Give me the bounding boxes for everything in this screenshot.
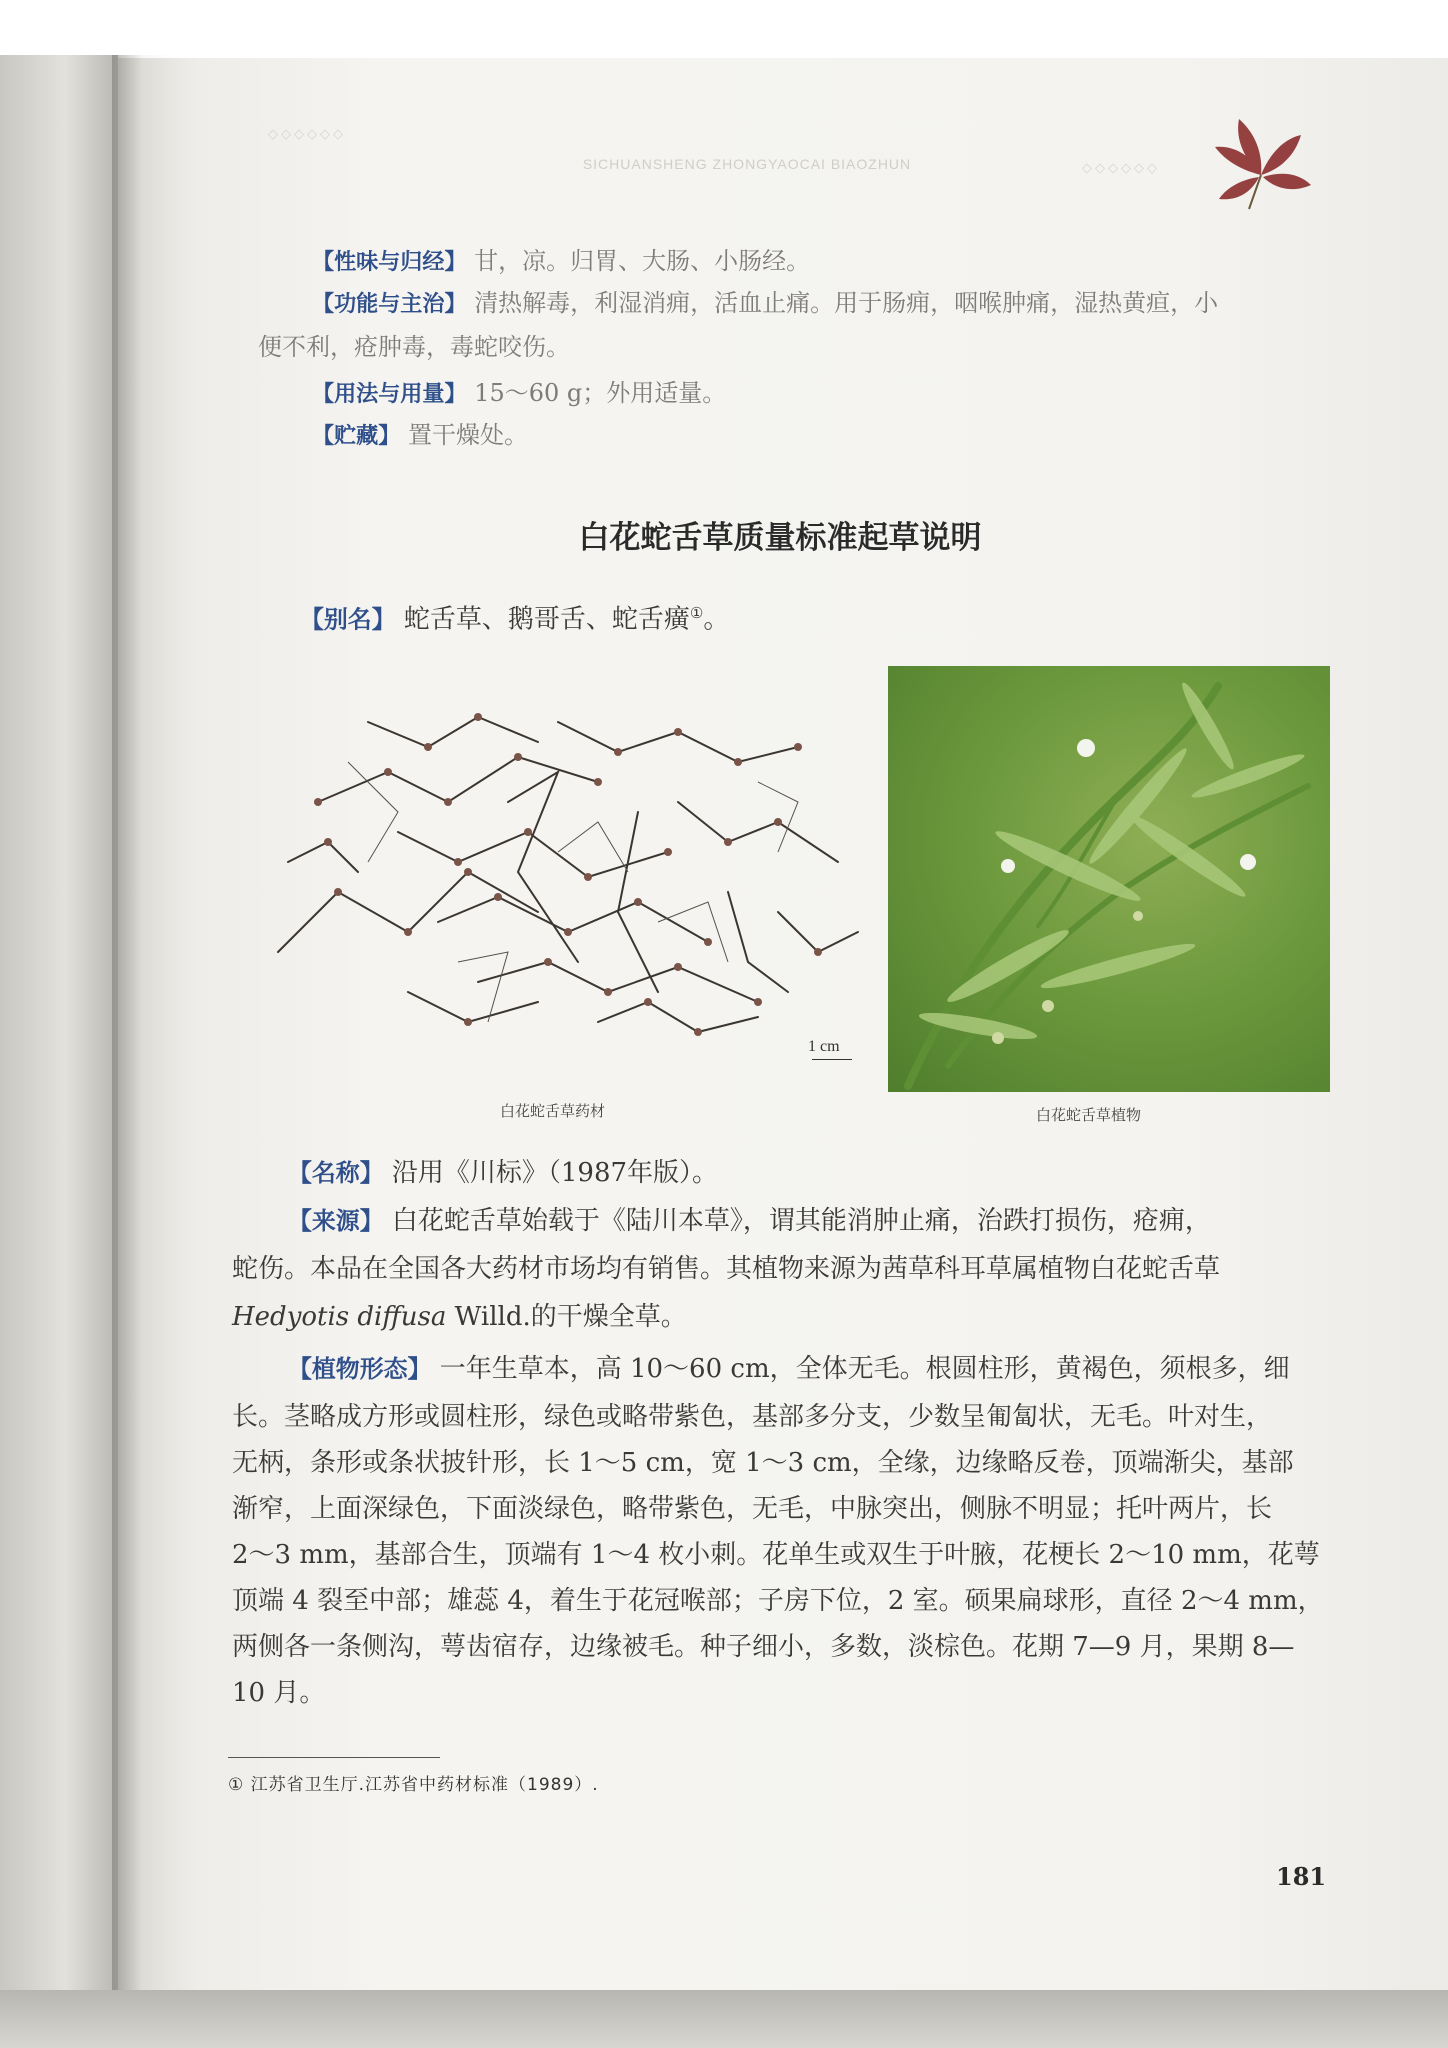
plant-illustration	[888, 666, 1330, 1092]
zhiwu-text-line: 无柄，条形或条状披针形，长 1～5 cm，宽 1～3 cm，全缘，边缘略反卷，顶端渐尖，基部	[232, 1448, 1294, 1478]
yongfa-text: 15～60 g；外用适量。	[474, 379, 727, 407]
footnote-rule	[228, 1757, 440, 1758]
footnote: ① 江苏省卫生厅.江苏省中药材标准（1989）.	[228, 1775, 599, 1795]
laiyuan-text-2: 蛇伤。本品在全国各大药材市场均有销售。其植物来源为茜草科耳草属植物白花蛇舌草	[232, 1254, 1221, 1284]
zhucang-line	[312, 412, 1312, 460]
zhiwu-line-6	[232, 1578, 1332, 1624]
facing-page-edge	[0, 55, 118, 2015]
header-ornament-left: ◇◇◇◇◇◇	[268, 126, 346, 141]
xingwei-label: 【性味与归经】	[312, 250, 467, 275]
bottom-shadow	[0, 1990, 1448, 2048]
gongneng-label: 【功能与主治】	[312, 292, 467, 317]
alias-footnote-mark: ①	[689, 604, 704, 622]
gongneng-text-1: 清热解毒，利湿消痈，活血止痛。用于肠痈，咽喉肿痛，湿热黄疸，小	[474, 289, 1219, 317]
zhiwu-label: 【植物形态】	[288, 1355, 432, 1383]
zhiwu-text-line: 渐窄，上面深绿色，下面淡绿色，略带紫色，无毛，中脉突出，侧脉不明显；托叶两片，长	[232, 1494, 1273, 1524]
alias-text: 蛇舌草、鹅哥舌、蛇舌癀	[403, 604, 690, 635]
zhiwu-line-1	[288, 1346, 1333, 1392]
left-figure-caption: 白花蛇舌草药材	[500, 1102, 606, 1120]
zhiwu-text-line: 10 月。	[232, 1678, 326, 1708]
gongneng-line-1	[312, 280, 1322, 328]
header-ornament-right: ◇◇◇◇◇◇	[1082, 160, 1160, 175]
zhiwu-text-line: 两侧各一条侧沟，萼齿宿存，边缘被毛。种子细小，多数，淡棕色。花期 7—9 月，果期 8—	[232, 1632, 1295, 1662]
laiyuan-line-1	[288, 1198, 1333, 1244]
gongneng-line-2	[258, 324, 1318, 370]
gongneng-text-2: 便不利，疮肿毒，毒蛇咬伤。	[258, 333, 570, 361]
laiyuan-text-1: 白花蛇舌草始载于《陆川本草》，谓其能消肿止痛，治跌打损伤，疮痈，	[391, 1206, 1211, 1236]
zhiwu-line-8	[232, 1670, 1332, 1716]
laiyuan-text-3: Willd.的干燥全草。	[446, 1302, 687, 1332]
mingcheng-line	[288, 1150, 1328, 1196]
xingwei-text: 甘，凉。归胃、大肠、小肠经。	[474, 247, 811, 275]
spine-shadow	[112, 55, 172, 2015]
dried-herb-photo	[258, 662, 878, 1062]
scale-label: 1 cm	[808, 1038, 840, 1055]
live-plant-photo	[888, 666, 1330, 1092]
xingwei-line	[312, 238, 1312, 286]
laiyuan-label: 【来源】	[288, 1207, 384, 1235]
leaf-logo-icon	[1205, 105, 1317, 217]
alias-label: 【别名】	[300, 605, 396, 634]
section-title: 白花蛇舌草质量标准起草说明	[578, 520, 982, 556]
yongfa-line	[312, 370, 1312, 418]
right-figure-caption: 白花蛇舌草植物	[1036, 1106, 1142, 1124]
zhucang-label: 【贮藏】	[312, 424, 401, 449]
scale-bar	[812, 1059, 852, 1060]
laiyuan-line-2	[232, 1246, 1332, 1292]
zhiwu-text-line: 2～3 mm，基部合生，顶端有 1～4 枚小刺。花单生或双生于叶腋，花梗长 2～10 mm，花萼	[232, 1540, 1320, 1570]
zhiwu-line-2	[232, 1394, 1332, 1440]
zhiwu-line-4	[232, 1486, 1332, 1532]
zhiwu-line-3	[232, 1440, 1332, 1486]
zhiwu-line-7	[232, 1624, 1332, 1670]
page-number: 181	[1276, 1862, 1327, 1891]
zhiwu-text-line: 顶端 4 裂至中部；雄蕊 4，着生于花冠喉部；子房下位，2 室。硕果扁球形，直径 2～4 mm，	[232, 1586, 1324, 1616]
alias-line	[300, 590, 1300, 643]
laiyuan-line-3	[232, 1294, 1332, 1340]
mingcheng-text: 沿用《川标》（1987年版）。	[391, 1158, 719, 1188]
zhiwu-line-5	[232, 1532, 1332, 1578]
running-head: SICHUANSHENG ZHONGYAOCAI BIAOZHUN	[582, 156, 912, 172]
zhucang-text: 置干燥处。	[407, 421, 528, 449]
alias-end: 。	[703, 604, 730, 635]
yongfa-label: 【用法与用量】	[312, 382, 467, 407]
zhiwu-text-line: 长。茎略成方形或圆柱形，绿色或略带紫色，基部多分支，少数呈匍匐状，无毛。叶对生，	[232, 1402, 1273, 1432]
scientific-name: Hedyotis diffusa	[232, 1302, 447, 1332]
mingcheng-label: 【名称】	[288, 1159, 384, 1187]
zhiwu-text-line: 一年生草本，高 10～60 cm，全体无毛。根圆柱形，黄褐色，须根多，细	[439, 1354, 1290, 1384]
